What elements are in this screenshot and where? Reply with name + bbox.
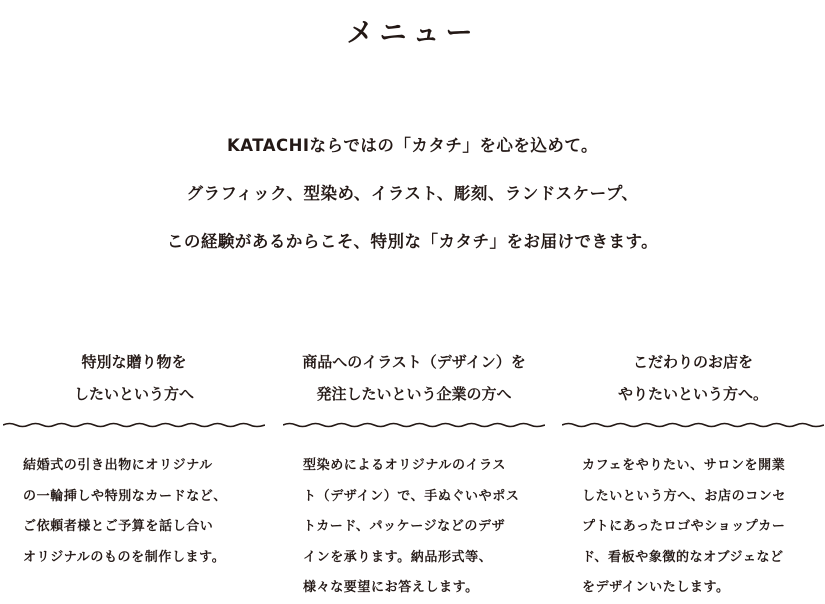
column-body [562,451,824,604]
column-heading-line: こだわりのお店を [632,353,753,371]
column-body-line: 様々な要望にお答えします。 [303,580,479,595]
menu-column-shop [562,346,824,600]
column-heading-line: 特別な贈り物を [81,353,187,371]
column-body-line: カフェをやりたい、サロンを開業 [582,458,786,473]
column-heading-line: 発注したいという企業の方へ [316,385,512,403]
column-heading [283,346,545,410]
column-body-line: をデザインいたします。 [582,580,730,595]
intro-text [0,122,825,266]
intro-line: KATACHIならではの「カタチ」を心を込めて。 [226,136,599,155]
column-heading-line: したいという方へ [73,385,194,403]
page-title: メニュー [346,18,479,49]
column-body-line: トカード、パッケージなどのデザ [303,519,506,534]
column-heading-line: 商品へのイラスト（デザイン）を [302,353,526,371]
wavy-divider [283,420,545,430]
column-body-line: 型染めによるオリジナルのイラス [303,458,506,473]
column-body-line: ド、看板や象徴的なオブジェなど [582,549,784,565]
column-body-line: オリジナルのものを制作します。 [23,549,226,565]
intro-line: グラフィック、型染め、イラスト、彫刻、ランドスケープ、 [186,184,639,203]
column-body [283,451,545,604]
column-heading [3,346,265,410]
column-body-line: ご依頼者様とご予算を話し合い [23,519,214,534]
menu-column-gift [3,346,265,600]
column-body-line: ト（デザイン）で、手ぬぐいやポス [303,488,520,504]
column-body-line: の一輪挿しや特別なカードなど、 [23,488,228,504]
intro-line: この経験があるからこそ、特別な「カタチ」をお届けできます。 [166,232,659,251]
column-heading-line: やりたいという方へ。 [617,385,768,403]
column-body-line: インを承ります。納品形式等、 [303,549,493,565]
wavy-divider [562,420,824,430]
wavy-divider [3,420,265,430]
menu-columns [0,346,825,600]
column-body-line: したいという方へ、お店のコンセ [582,488,787,504]
column-body-line: プトにあったロゴやショップカー [582,519,786,534]
column-heading [562,346,824,410]
menu-column-business [283,346,545,600]
column-body [3,451,265,573]
column-body-line: 結婚式の引き出物にオリジナル [23,458,213,473]
